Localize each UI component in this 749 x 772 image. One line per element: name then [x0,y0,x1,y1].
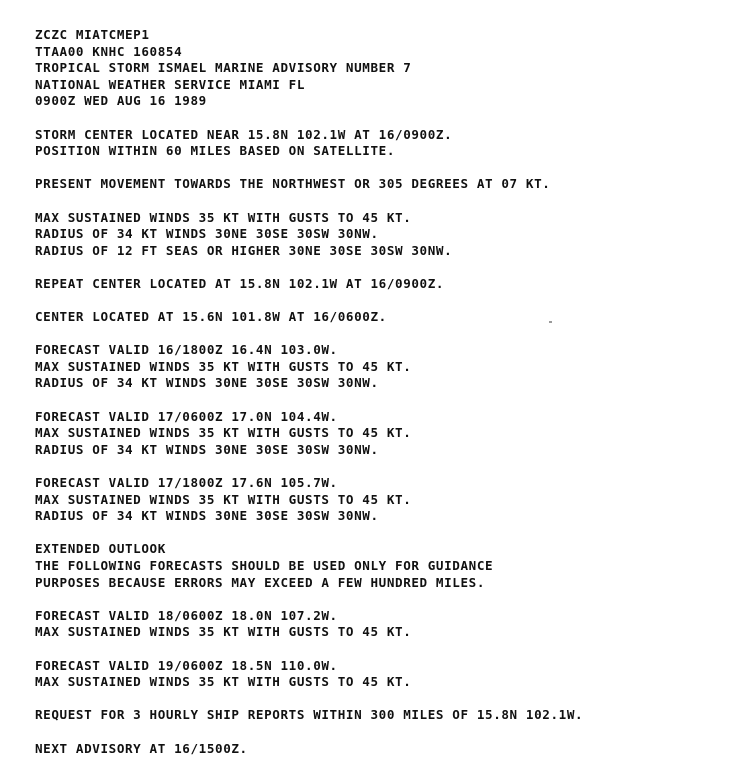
forecast-valid-line: FORECAST VALID 19/0600Z 18.5N 110.0W. [35,657,338,673]
paragraph-gap [35,724,735,741]
forecast-block [35,658,735,691]
extended-outlook-block [35,541,735,591]
storm-center-line: STORM CENTER LOCATED NEAR 15.8N 102.1W AT 16/0900Z. [35,126,453,142]
ship-report-request-block [35,707,735,724]
forecast-valid-line: FORECAST VALID 18/0600Z 18.0N 107.2W. [35,607,338,623]
forecast-valid-line: FORECAST VALID 16/1800Z 16.4N 103.0W. [35,342,338,358]
forecast-radius-line: RADIUS OF 34 KT WINDS 30NE 30SE 30SW 30NW. [35,508,379,524]
forecast-block [35,608,735,641]
forecast-winds-line: MAX SUSTAINED WINDS 35 KT WITH GUSTS TO 45 KT. [35,624,412,640]
forecast-winds-line: MAX SUSTAINED WINDS 35 KT WITH GUSTS TO 45 KT. [35,425,412,441]
outlook-text-line: PURPOSES BECAUSE ERRORS MAY EXCEED A FEW HUNDRED MILES. [35,574,486,590]
header-line: TTAA00 KNHC 160854 [35,43,183,59]
paragraph-gap [35,392,735,409]
forecast-winds-line: MAX SUSTAINED WINDS 35 KT WITH GUSTS TO 45 KT. [35,358,412,374]
header-line: 0900Z WED AUG 16 1989 [35,93,207,109]
paragraph-gap [35,160,735,177]
movement-line: PRESENT MOVEMENT TOWARDS THE NORTHWEST OR 305 DEGREES AT 07 KT. [35,176,551,192]
advisory-document [35,27,735,757]
paragraph-gap [35,641,735,658]
header-line: ZCZC MIATCMEP1 [35,27,150,42]
paragraph-gap [35,591,735,608]
paragraph-gap [35,193,735,210]
winds-block [35,210,735,260]
previous-center-line: CENTER LOCATED AT 15.6N 101.8W AT 16/0600Z. [35,309,387,325]
header-line: NATIONAL WEATHER SERVICE MIAMI FL [35,76,306,92]
movement-block [35,176,735,193]
paragraph-gap [35,293,735,310]
forecast-radius-line: RADIUS OF 34 KT WINDS 30NE 30SE 30SW 30NW. [35,375,379,391]
forecast-block [35,342,735,392]
header-block [35,27,735,110]
forecast-winds-line: MAX SUSTAINED WINDS 35 KT WITH GUSTS TO 45 KT. [35,674,412,690]
paragraph-gap [35,458,735,475]
previous-center-block [35,309,735,326]
outlook-heading: EXTENDED OUTLOOK [35,541,166,557]
scan-speck [549,321,552,323]
header-line: TROPICAL STORM ISMAEL MARINE ADVISORY NUMBER 7 [35,60,412,76]
outlook-text-line: THE FOLLOWING FORECASTS SHOULD BE USED ONLY FOR GUIDANCE [35,558,494,573]
wind-radius-line: RADIUS OF 34 KT WINDS 30NE 30SE 30SW 30NW. [35,226,379,242]
forecast-block [35,409,735,459]
forecast-valid-line: FORECAST VALID 17/1800Z 17.6N 105.7W. [35,475,338,491]
position-accuracy-line: POSITION WITHIN 60 MILES BASED ON SATELLITE. [35,143,396,159]
repeat-center-block [35,276,735,293]
max-winds-line: MAX SUSTAINED WINDS 35 KT WITH GUSTS TO 45 KT. [35,209,412,225]
ship-report-request-line: REQUEST FOR 3 HOURLY SHIP REPORTS WITHIN 300 MILES OF 15.8N 102.1W. [35,707,584,723]
repeat-center-line: REPEAT CENTER LOCATED AT 15.8N 102.1W AT 16/0900Z. [35,275,445,291]
paragraph-gap [35,691,735,708]
paragraph-gap [35,259,735,276]
forecast-block [35,475,735,525]
forecast-valid-line: FORECAST VALID 17/0600Z 17.0N 104.4W. [35,408,338,424]
forecast-winds-line: MAX SUSTAINED WINDS 35 KT WITH GUSTS TO 45 KT. [35,491,412,507]
paragraph-gap [35,326,735,343]
forecast-radius-line: RADIUS OF 34 KT WINDS 30NE 30SE 30SW 30NW. [35,441,379,457]
seas-radius-line: RADIUS OF 12 FT SEAS OR HIGHER 30NE 30SE 30SW 30NW. [35,242,453,258]
storm-center-block [35,127,735,160]
next-advisory-block [35,741,735,758]
next-advisory-line: NEXT ADVISORY AT 16/1500Z. [35,740,248,756]
paragraph-gap [35,110,735,127]
paragraph-gap [35,525,735,542]
